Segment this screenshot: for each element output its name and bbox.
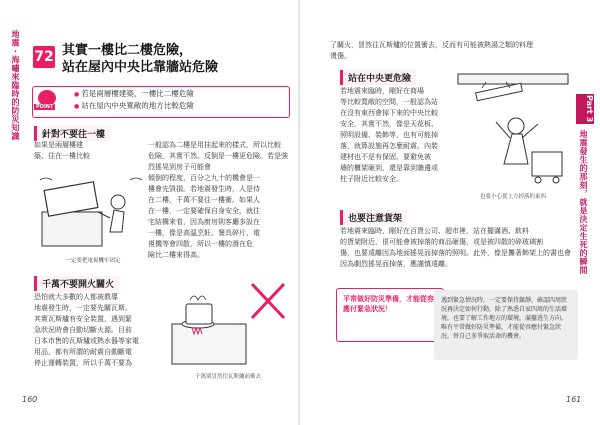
section1-intro — [34, 140, 152, 162]
text-line: 安全，其實不然，像是天花板、 — [340, 120, 438, 128]
section4-body — [340, 226, 572, 270]
text-line: 若地震來臨時，剛好在百貨公司、超市裡，站在擺滿酒、飲料 — [340, 227, 529, 235]
section3-body — [340, 86, 450, 185]
text-line: 建材也不是有保固。要避免被 — [340, 153, 431, 161]
text-line: 落，就算設施再怎麼耐震，內裝 — [340, 142, 438, 150]
page-title — [62, 42, 218, 76]
text-line: 在沒有東西會掉下來的中央比較 — [340, 109, 438, 117]
text-line: 傷，也要遠離因為地面搖晃而掉落的照明。此外，像是攤著飾架上的書也會 — [340, 249, 571, 257]
text-line: 若地震來臨時，剛好在商場 — [340, 87, 424, 95]
falling-ceiling-illustration — [456, 72, 570, 190]
text-line: 柱子附近比較安全。 — [340, 175, 403, 183]
text-line: 用品，都有所謂的耐震自動斷電 — [34, 348, 132, 356]
text-line: 險比二樓來得高。 — [148, 251, 204, 259]
section2-body — [34, 292, 162, 369]
text-line: 日本市售的瓦斯爐或熱水器等家電 — [34, 337, 139, 345]
left-side-strip: 地震・海嘯來臨時的防災知識 — [11, 30, 20, 141]
text-line: 一般認為二樓是用挂起來的樣式，所以比較 — [148, 141, 281, 149]
text-line: 急狀況時會自動切斷火源。目前 — [34, 326, 132, 334]
text-line: 等比較寬敞的空間，一般認為站 — [340, 98, 438, 106]
callout-preparedness: 平常做好防災準備，才能從容應付緊急狀況！ — [336, 288, 444, 342]
text-line: 墻的櫃架砸到，還是靠到牆邊或 — [340, 164, 438, 172]
caption-tv: 一定要把電視機牢固定 — [65, 258, 121, 264]
text-line: 照明設備、裝飾等，也有可能掉 — [340, 131, 438, 139]
text-line: 其實瓦斯爐有安全裝置，遇到緊 — [34, 315, 132, 323]
page-number-left: 160 — [22, 395, 38, 404]
section-heading-first-floor: 針對不要往一樓 — [34, 126, 110, 141]
callout-advice: 遇到緊急情況時，一定要保持鎮靜，確認四周狀況再決定如何行動，除了熟悉自家四周的生活環境，也要了解工作地方的環境，滿盤逃生方向。 唯有平常做好防災準備，才能從容應付緊急狀況，替自己多爭取活命的機會。 — [434, 290, 578, 360]
text-line: 恐怕就大多數的人都被教導 — [34, 293, 118, 301]
point-item: ● 站在屋內中央寬敞的地方比較危險 — [74, 101, 194, 112]
right-side-strip: 地震發生的那刻，就是決定生死的瞬間 — [579, 130, 588, 275]
text-line: 危險，其實不然。反倒是一樓更危險。若是強烈搖晃到房子可能會 — [148, 152, 288, 171]
part-tab: Part 3 — [576, 94, 594, 124]
section-heading-shelves: 也要注意貨架 — [340, 210, 407, 225]
point-label: POINT — [36, 104, 54, 110]
text-line: 視機等會四散，所以一樓的潛在危 — [148, 240, 253, 248]
page-number-right: 161 — [566, 395, 582, 404]
text-line: 宅結構來看，因為廚房則客廳多設在 — [148, 218, 260, 226]
text-line: 樓會先毀損。若地震發生時，人是待 — [148, 185, 260, 193]
text-line: 在一樓，一定要確保自身安全，就往 — [148, 207, 260, 215]
text-line: 一樓，像是高溫烹飪、餐具碎片、電 — [148, 229, 260, 237]
text-line: 的貨架附近，很可能會被掉落的商品砸傷，或是被四散的碎玻璃割 — [340, 238, 543, 246]
text-line: 燙傷。 — [330, 52, 351, 60]
section-heading-center: 站在中央更危險 — [340, 70, 416, 85]
text-line: 因為劇烈搖晃而掉落，應謹慎遠離。 — [340, 260, 452, 268]
text-line: 了關火，冒然往瓦斯爐的位置衝去，反而有可能被熱湯之類的料理 — [330, 41, 533, 49]
text-line: 地震發生時，一定要先關瓦斯。 — [34, 304, 132, 312]
text-line: 在二樓，千萬不要往一樓衝。如果人 — [148, 196, 260, 204]
tv-falling-illustration — [36, 172, 144, 254]
text-line: 傾倒的程度，百分之九十的機會是一 — [148, 174, 260, 182]
continued-text — [330, 40, 570, 62]
caption-ceiling: 也要小心從上方掉落的東西 — [479, 194, 546, 200]
title-line-1: 其實一樓比二樓危險， — [62, 43, 193, 58]
stove-fire-illustration — [168, 274, 288, 368]
title-line-2: 站在屋內中央比靠牆站危險 — [62, 60, 219, 75]
point-item: ● 若是兩層樓建築，一樓比二樓危險 — [74, 89, 194, 100]
text-line: 築，住在一樓比較 — [34, 152, 90, 160]
section1-body — [148, 140, 288, 261]
text-line: 停止運轉裝置，所以千萬不要為 — [34, 359, 132, 367]
caption-stove: 千萬別冒然往瓦斯爐前衝去 — [194, 374, 261, 380]
section-heading-fire: 千萬不要開火關火 — [34, 276, 119, 291]
item-number: 72 — [33, 46, 55, 68]
text-line: 如果是兩層樓建 — [34, 141, 83, 149]
